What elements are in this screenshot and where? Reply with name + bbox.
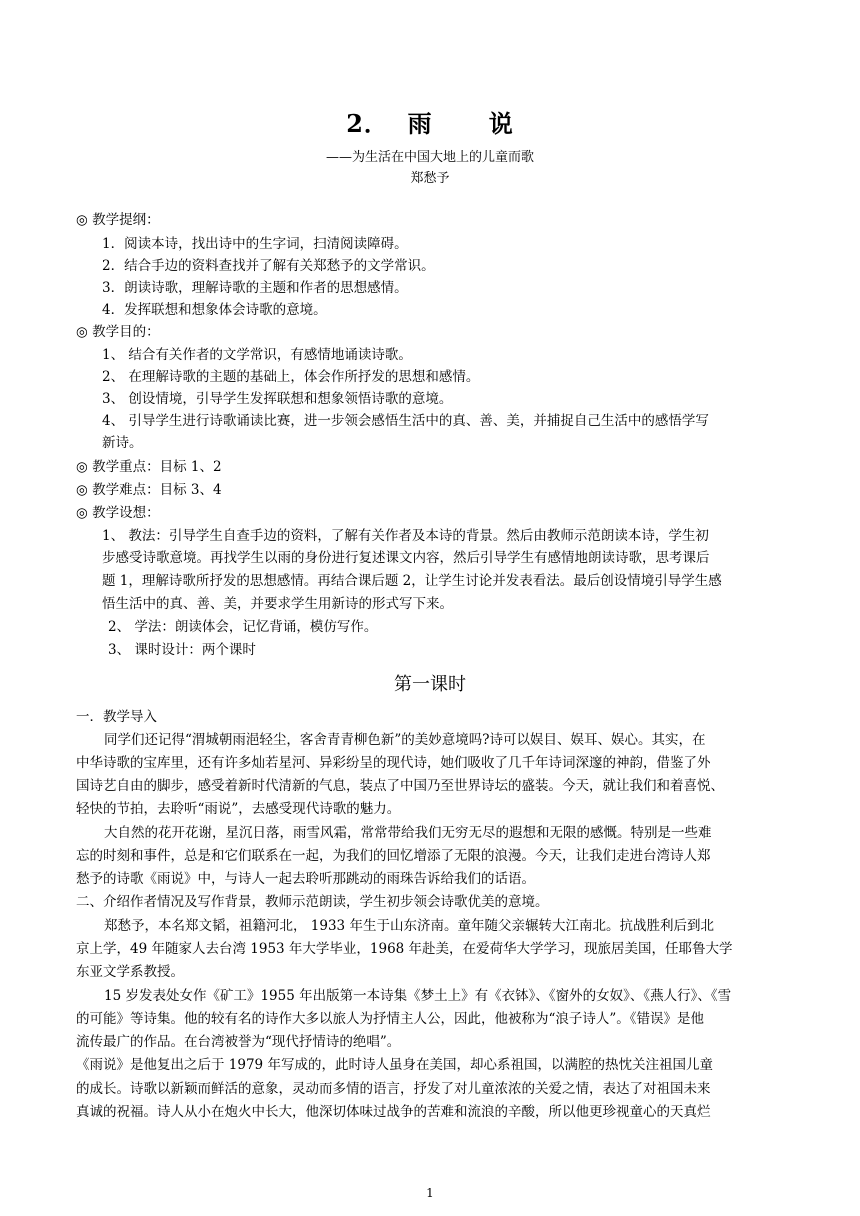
body-paragraph: 真诚的祝福。诗人从小在炮火中长大，他深切体味过战争的苦难和流浪的辛酸，所以他更珍视童心的天真烂 (76, 1104, 711, 1120)
body-paragraph: 15 岁发表处女作《矿工》1955 年出版第一本诗集《梦土上》有《衣钵》、《窗外的女奴》、《燕人行》、《雪 (104, 988, 732, 1004)
goal-item-continuation: 新诗。 (102, 435, 143, 451)
body-paragraph: 郑愁予，本名郑文韬，祖籍河北， 1933 年生于山东济南。童年随父亲辗转大江南北。抗战胜利后到北 (104, 918, 714, 934)
plan-paragraph: 题 1，理解诗歌所抒发的思想感情。再结合课后题 2，让学生讨论并发表看法。最后创设情境引导学生感 (102, 573, 722, 589)
plan-item: 3、 课时设计：两个课时 (108, 642, 256, 658)
body-paragraph: 大自然的花开花谢，星沉日落，雨雪风霜，常常带给我们无穷无尽的遐想和无限的感慨。特别是一些难 (104, 825, 712, 841)
body-paragraph: 轻快的节拍，去聆听“雨说”，去感受现代诗歌的魅力。 (76, 801, 401, 817)
key-points: ◎ 教学重点：目标 1、2 (76, 459, 222, 475)
outline-item: 2．结合手边的资料查找并了解有关郑愁予的文学常识。 (102, 258, 435, 274)
plan-item: 2、 学法：朗读体会，记忆背诵，模仿写作。 (108, 619, 378, 635)
plan-paragraph: 步感受诗歌意境。再找学生以雨的身份进行复述课文内容，然后引导学生有感情地朗读诗歌，思考课后 (102, 550, 710, 566)
body-paragraph: 中华诗歌的宝库里，还有许多灿若星河、异彩纷呈的现代诗，她们吸收了几千年诗词深邃的神韵，借鉴了外 (76, 755, 711, 771)
author-name: 郑愁予 (410, 171, 450, 186)
goals-heading: ◎ 教学目的： (76, 324, 160, 340)
plan-paragraph: 悟生活中的真、善、美，并要求学生用新诗的形式写下来。 (102, 596, 453, 612)
body-paragraph: 《雨说》是他复出之后于 1979 年写成的，此时诗人虽身在美国，却心系祖国，以满腔的热忱关注祖国儿童 (76, 1057, 713, 1073)
body-paragraph: 同学们还记得“渭城朝雨浥轻尘，客舍青青柳色新”的美妙意境吗?诗可以娱目、娱耳、娱心。其实，在 (104, 732, 706, 748)
goal-item: 1、 结合有关作者的文学常识，有感情地诵读诗歌。 (102, 347, 412, 363)
outline-item: 1．阅读本诗，找出诗中的生字词，扫清阅读障碍。 (102, 236, 408, 252)
outline-item: 4．发挥联想和想象体会诗歌的意境。 (102, 302, 327, 318)
step-heading: 二、介绍作者情况及写作背景，教师示范朗读，学生初步领会诗歌优美的意境。 (76, 894, 549, 910)
body-paragraph: 的可能》等诗集。他的较有名的诗作大多以旅人为抒情主人公，因此，他被称为“浪子诗人”。《错误》是他 (76, 1011, 705, 1027)
page-number: 1 (426, 1186, 434, 1200)
section-heading: 第一课时 (394, 674, 466, 695)
goal-item: 2、 在理解诗歌的主题的基础上，体会作所抒发的思想和感情。 (102, 369, 480, 385)
outline-item: 3．朗读诗歌，理解诗歌的主题和作者的思想感情。 (102, 280, 408, 296)
step-heading: 一．教学导入 (76, 709, 157, 725)
body-paragraph: 国诗艺自由的脚步，感受着新时代清新的气息，装点了中国乃至世界诗坛的盛装。今天，就让我们和着喜悦、 (76, 778, 724, 794)
goal-item: 4、 引导学生进行诗歌诵读比赛，进一步领会感悟生活中的真、善、美，并捕捉自己生活中的感悟学写 (102, 413, 709, 429)
body-paragraph: 流传最广的作品。在台湾被誉为“现代抒情诗的绝唱”。 (76, 1034, 401, 1050)
body-paragraph: 忘的时刻和事件，总是和它们联系在一起，为我们的回忆增添了无限的浪漫。今天，让我们走进台湾诗人郑 (76, 848, 711, 864)
goal-item: 3、 创设情境，引导学生发挥联想和想象领悟诗歌的意境。 (102, 391, 453, 407)
body-paragraph: 的成长。诗歌以新颖而鲜活的意象，灵动而多情的语言，抒发了对儿童浓浓的关爱之情，表达了对祖国未来 (76, 1081, 711, 1097)
plan-heading: ◎ 教学设想： (76, 505, 160, 521)
body-paragraph: 京上学，49 年随家人去台湾 1953 年大学毕业，1968 年赴美，在爱荷华大学学习，现旅居美国，任耶鲁大学 (76, 941, 733, 957)
plan-paragraph: 1、 教法：引导学生自查手边的资料，了解有关作者及本诗的背景。然后由教师示范朗读本诗，学生初 (102, 528, 709, 544)
page-title: 2． 雨 说 (346, 109, 514, 138)
body-paragraph: 愁予的诗歌《雨说》中，与诗人一起去聆听那跳动的雨珠告诉给我们的话语。 (76, 871, 535, 887)
body-paragraph: 东亚文学系教授。 (76, 964, 184, 980)
outline-heading: ◎ 教学提纲： (76, 212, 160, 228)
difficult-points: ◎ 教学难点：目标 3、4 (76, 482, 222, 498)
page-subtitle: ——为生活在中国大地上的儿童而歌 (325, 150, 534, 165)
